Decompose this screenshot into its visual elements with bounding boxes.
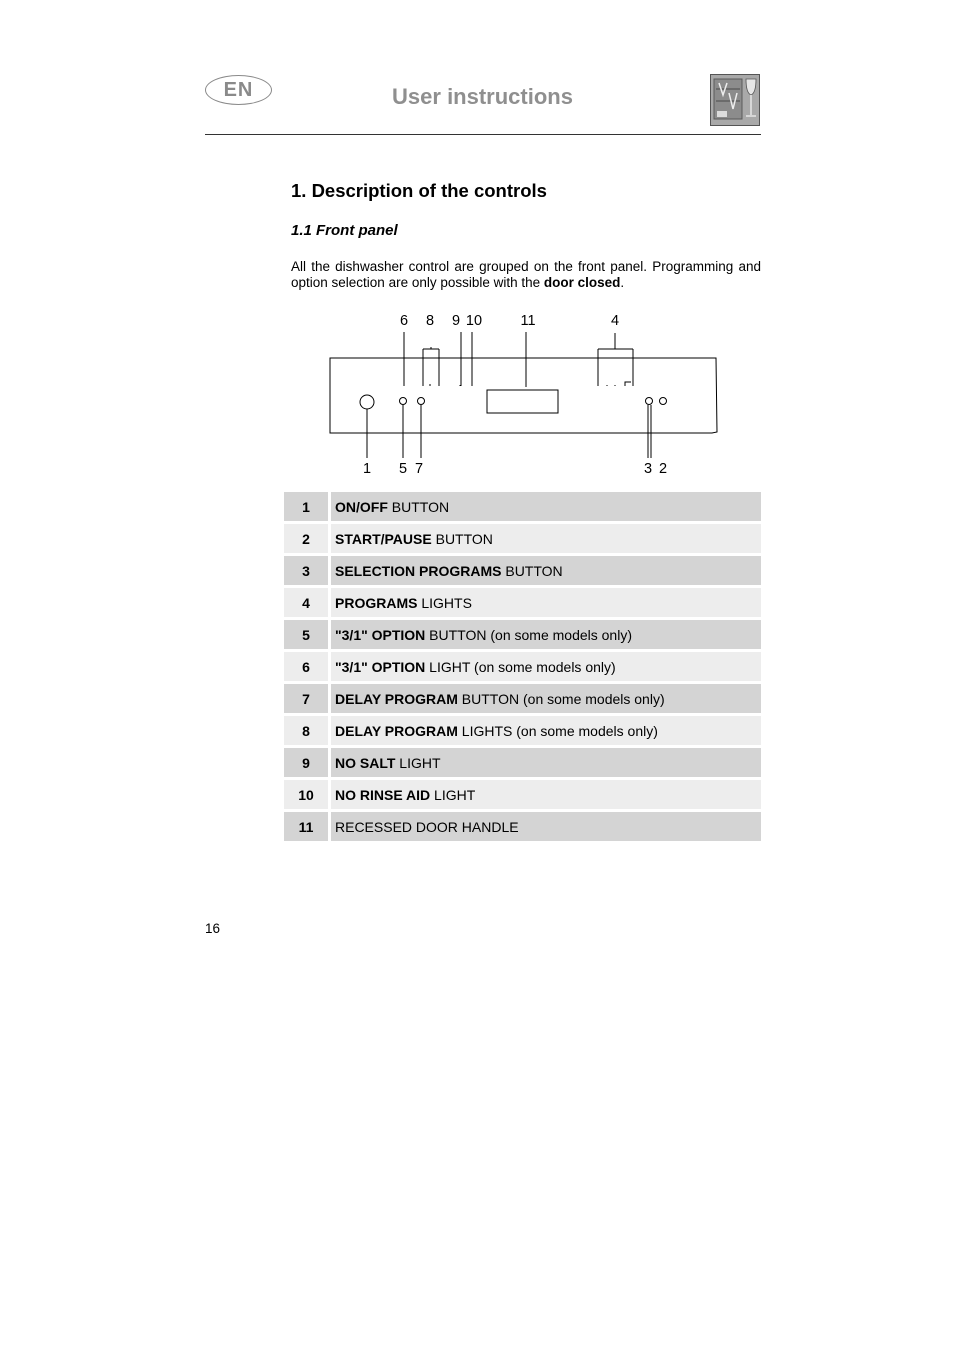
table-row [284, 492, 761, 521]
row-description-bold: ON/OFF [335, 498, 388, 515]
diagram-label-8: 8 [425, 313, 435, 329]
row-description [331, 748, 761, 777]
table-row [284, 684, 761, 713]
diagram-label-9: 9 [451, 313, 461, 329]
row-description [331, 492, 761, 521]
panel-outline [330, 358, 717, 433]
row-description-bold: DELAY PROGRAM [335, 722, 458, 739]
language-badge: EN [205, 75, 272, 105]
row-description [331, 716, 761, 745]
controls-table [284, 489, 761, 844]
row-description [331, 588, 761, 617]
table-row [284, 716, 761, 745]
row-number: 9 [284, 748, 331, 777]
page-number: 16 [205, 921, 221, 936]
table-row [284, 748, 761, 777]
row-description-bold: "3/1" OPTION [335, 626, 426, 643]
row-description [331, 556, 761, 585]
row-number: 3 [284, 556, 331, 585]
row-description [331, 684, 761, 713]
selection-button-shape [646, 398, 653, 405]
section-heading: 1. Description of the controls [291, 180, 547, 201]
row-number: 7 [284, 684, 331, 713]
diagram-label-3: 3 [643, 461, 653, 477]
diagram-label-7: 7 [414, 461, 424, 477]
intro-end: . [620, 275, 625, 290]
row-description-text: BUTTON (on some models only) [457, 690, 665, 707]
row-description [331, 620, 761, 649]
diagram-label-11: 11 [520, 313, 536, 329]
dishwasher-glasses-icon [710, 74, 760, 126]
row-number: 6 [284, 652, 331, 681]
row-description-text: BUTTON [387, 498, 450, 515]
delay-button-shape [418, 398, 425, 405]
row-description-bold: "3/1" OPTION [335, 658, 426, 675]
row-description-text: LIGHTS [417, 594, 472, 611]
row-number: 5 [284, 620, 331, 649]
row-description-text: BUTTON [431, 530, 493, 547]
row-number: 4 [284, 588, 331, 617]
row-number: 8 [284, 716, 331, 745]
row-description-text: BUTTON [501, 562, 563, 579]
intro-bold-text: door closed [543, 275, 621, 290]
table-row [284, 556, 761, 585]
diagram-label-5: 5 [398, 461, 408, 477]
table-row [284, 780, 761, 809]
diagram-label-6: 6 [399, 313, 409, 329]
header-divider [205, 134, 761, 135]
table-row [284, 652, 761, 681]
row-description [331, 524, 761, 553]
row-description-bold: NO SALT [335, 754, 396, 771]
row-description-text: LIGHT [430, 786, 476, 803]
row-description-text: BUTTON (on some models only) [425, 626, 632, 643]
table-row [284, 620, 761, 649]
row-description-bold: SELECTION PROGRAMS [335, 562, 502, 579]
row-description-text: LIGHT (on some models only) [425, 658, 616, 675]
table-row [284, 812, 761, 841]
subsection-heading: 1.1 Front panel [291, 222, 398, 239]
row-description-bold: PROGRAMS [335, 594, 418, 611]
row-description-text: LIGHT [395, 754, 441, 771]
diagram-label-4: 4 [610, 313, 620, 329]
diagram-label-1: 1 [362, 461, 372, 477]
table-row [284, 588, 761, 617]
intro-text: All the dishwasher control are grouped on the front panel. Programming and option selection are only possible with the [291, 259, 761, 290]
row-description-text: LIGHTS (on some models only) [457, 722, 658, 739]
display-window [487, 390, 558, 413]
diagram-label-10: 10 [465, 313, 483, 329]
row-number: 11 [284, 812, 331, 841]
start-button-shape [660, 398, 667, 405]
row-description [331, 812, 761, 841]
row-description-bold: START/PAUSE [335, 530, 432, 547]
front-panel-diagram [300, 305, 760, 485]
row-description [331, 780, 761, 809]
option-button-shape [400, 398, 407, 405]
row-number: 1 [284, 492, 331, 521]
intro-paragraph [291, 259, 761, 291]
on-off-button-shape [360, 395, 374, 409]
row-description [331, 652, 761, 681]
row-description-bold: NO RINSE AID [335, 786, 431, 803]
row-description-text: RECESSED DOOR HANDLE [335, 818, 519, 835]
table-row [284, 524, 761, 553]
diagram-label-2: 2 [658, 461, 668, 477]
row-number: 2 [284, 524, 331, 553]
row-description-bold: DELAY PROGRAM [335, 690, 458, 707]
row-number: 10 [284, 780, 331, 809]
page-header-title: User instructions [392, 84, 573, 109]
